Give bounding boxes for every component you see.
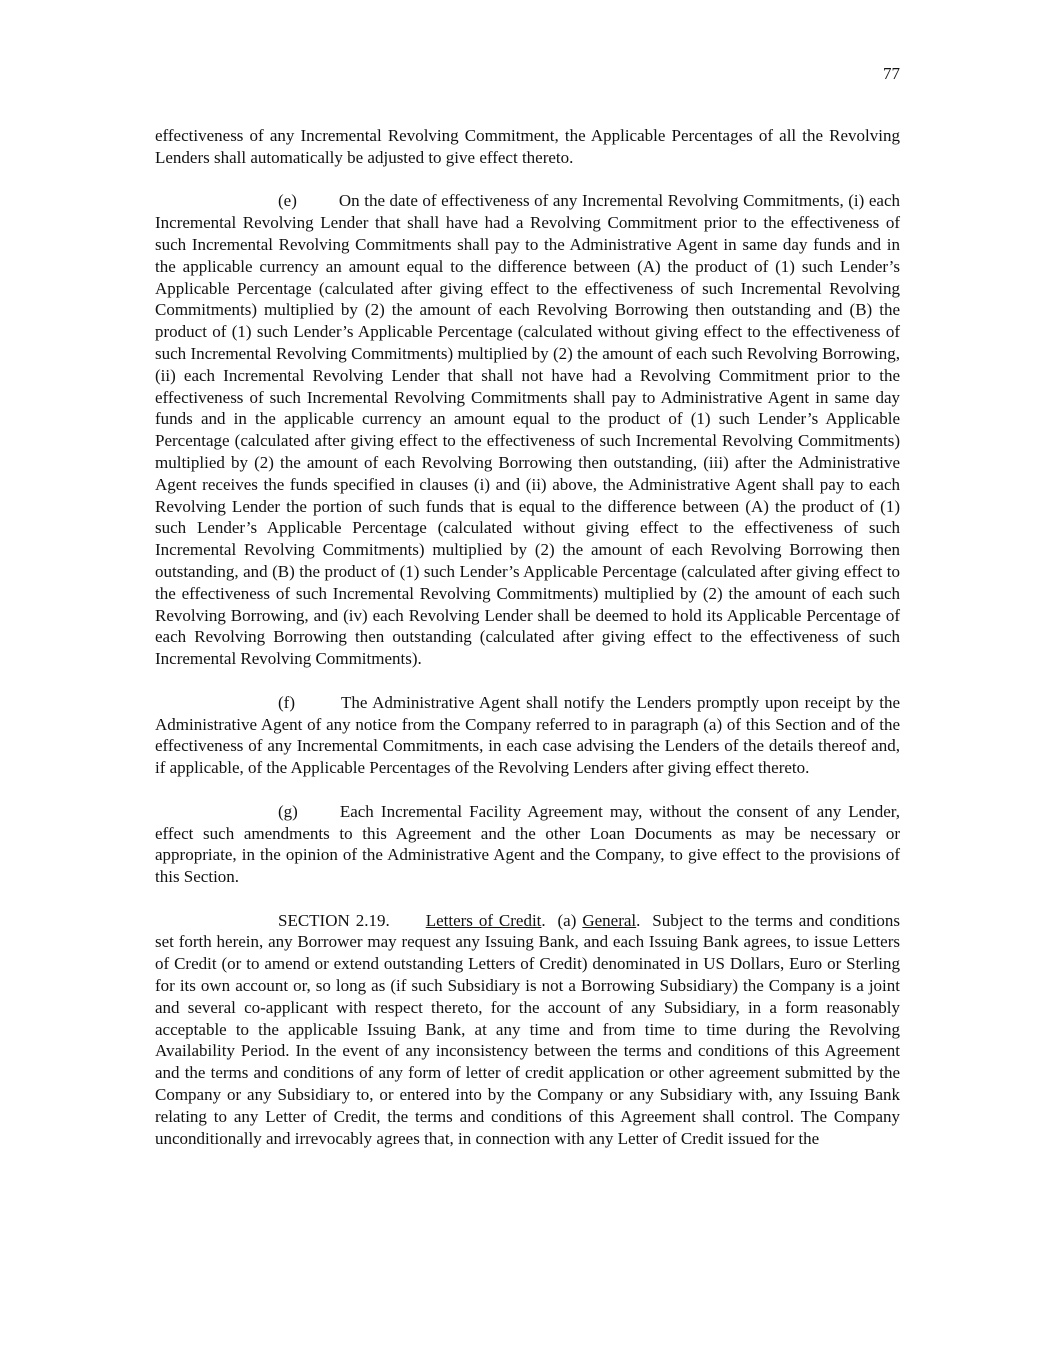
paragraph-continuation: effectiveness of any Incremental Revolving Commitment, the Applicable Percentages of all the Revolving Lenders shall automatically be adjusted to give effect thereto.: [155, 126, 900, 167]
paragraph-g: [155, 801, 900, 888]
section-heading-period: .: [541, 910, 546, 930]
paragraph-e: [155, 190, 900, 670]
paragraph-e-label: (e): [278, 191, 297, 211]
paragraph-f-text: The Administrative Agent shall notify the Lenders promptly upon receipt by the Administrative Agent of any notice from the Company referred to in paragraph (a) of this Section and of the effectiveness of any Incremental Commitments, in each case advising the Lenders of the details thereof and, if applicable, of the Applicable Percentages of the Revolving Lenders after giving effect thereto.: [155, 692, 900, 778]
subsection-label: (a): [557, 910, 577, 930]
paragraph-g-label: (g): [278, 801, 298, 821]
section-2-19-text: Subject to the terms and conditions set forth herein, any Borrower may request any Issuing Bank, and each Issuing Bank agrees, to issue Letters of Credit (or to amend or extend outstanding Letters of Credit) denominated in US Dollars, Euro or Sterling for its own account or, so long as (if such Subsidiary is not a Borrowing Subsidiary) the Company is a joint and several co-applicant with respect thereto, for the account of any Subsidiary, in a form reasonably acceptable to the applicable Issuing Bank, at any time and from time to time during the Revolving Availability Period. In the event of any inconsistency between the terms and conditions of this Agreement and the terms and conditions of any form of letter of credit application or other agreement submitted by the Company or any Subsidiary to, or entered into by the Company or any Subsidiary with, any Issuing Bank relating to any Letter of Credit, the terms and conditions of this Agreement shall control. The Company unconditionally and irrevocably agrees that, in connection with any Letter of Credit issued for the: [155, 910, 901, 1148]
section-2-19-paragraph: [155, 910, 900, 1150]
paragraph-g-text: Each Incremental Facility Agreement may, without the consent of any Lender, effect such amendments to this Agreement and the other Loan Documents as may be necessary or appropriate, in the opinion of the Administrative Agent and the Company, to give effect to the provisions of this Section.: [155, 801, 900, 887]
document-body: [155, 125, 900, 1171]
paragraph-f-label: (f): [278, 692, 295, 712]
section-heading: Letters of Credit: [425, 910, 542, 930]
section-number: SECTION 2.19.: [278, 910, 390, 930]
paragraph-e-text: On the date of effectiveness of any Incremental Revolving Commitments, (i) each Incremental Revolving Lender that shall have had a Revolving Commitment prior to the effectiveness of such Incremental Revolving Commitments shall pay to the Administrative Agent in same day funds and in the applicable currency an amount equal to the difference between (A) the product of (1) such Lender’s Applicable Percentage (calculated after giving effect to the effectiveness of such Incremental Revolving Commitments) multiplied by (2) the amount of each Revolving Borrowing then outstanding and (B) the product of (1) such Lender’s Applicable Percentage (calculated without giving effect to the effectiveness of such Incremental Revolving Commitments) multiplied by (2) the amount of each such Revolving Borrowing, (ii) each Incremental Revolving Lender that shall not have had a Revolving Commitment prior to the effectiveness of such Incremental Revolving Commitments shall pay to Administrative Agent in same day funds and in the applicable currency an amount equal to the product of (1) such Lender’s Applicable Percentage (calculated after giving effect to the effectiveness of such Incremental Revolving Commitments) multiplied by (2) the amount of each Revolving Borrowing then outstanding, (iii) after the Administrative Agent receives the funds specified in clauses (i) and (ii) above, the Administrative Agent shall pay to each Revolving Lender the portion of such funds that is equal to the difference between (A) the product of (1) such Lender’s Applicable Percentage (calculated without giving effect to the effectiveness of such Incremental Revolving Commitments) multiplied by (2) the amount of each Revolving Borrowing then outstanding, and (B) the product of (1) such Lender’s Applicable Percentage (calculated after giving effect to the effectiveness of such Incremental Revolving Commitments) multiplied by (2) the amount of each such Revolving Borrowing, and (iv) each Revolving Lender shall be deemed to hold its Applicable Percentage of each Revolving Borrowing then outstanding (calculated after giving effect to the effectiveness of such Incremental Revolving Commitments).: [155, 191, 900, 669]
paragraph-f: [155, 692, 900, 779]
page-number: 77: [883, 64, 900, 83]
subsection-heading: General: [582, 910, 637, 930]
subsection-heading-period: .: [636, 910, 641, 930]
